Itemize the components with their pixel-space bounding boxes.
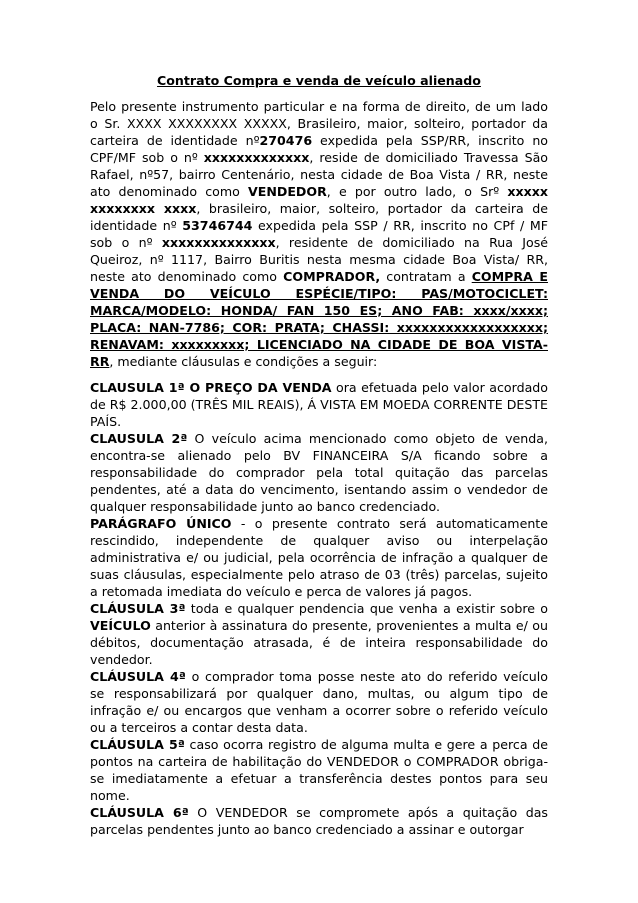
buyer-name: xxxxx xxxxxxxx xxxx xyxy=(90,184,548,216)
intro-text-4: , e por outro lado, o Srº xyxy=(326,184,508,199)
intro-text-8: contratam a xyxy=(380,269,472,284)
clause-1-heading: CLAUSULA 1ª O PREÇO DA VENDA xyxy=(90,380,332,395)
clause-5-text: caso ocorra registro de alguma multa e gere a perca de pontos na carteira de habilitação do VENDEDOR o COMPRADOR obriga-se imediatamente a efetuar a transferência destes pontos para seu nome. xyxy=(90,737,548,803)
intro-text-9: , mediante cláusulas e condições a seguir: xyxy=(109,354,378,369)
clause-5 xyxy=(90,736,548,804)
vehicle-description: COMPRA E VENDA DO VEÍCULO ESPÉCIE/TIPO: PAS/MOTOCICLET: MARCA/MODELO: HONDA/ FAN 150 ES; ANO FAB: xxxx/xxxx; PLACA: NAN-7786; COR: PRATA; CHASSI: xxxxxxxxxxxxxxxxxx; RENAVAM: xxxxxxxxx; LICENCIADO NA CIDADE DE BOA VISTA-RR xyxy=(90,269,548,369)
clause-3 xyxy=(90,600,548,668)
clause-3-text-1: toda e qualquer pendencia que venha a existir sobre o xyxy=(185,601,548,616)
buyer-cpf: xxxxxxxxxxxxxx xyxy=(161,235,276,250)
intro-text-7: , residente de domiciliado na Rua José Queiroz, nº 1117, Bairro Buritis nesta mesma cidade Boa Vista/ RR, neste ato denominado como xyxy=(90,235,548,284)
clause-2 xyxy=(90,430,548,515)
intro-paragraph xyxy=(90,98,548,370)
clause-3-heading: CLÁUSULA 3ª xyxy=(90,601,186,616)
clause-2-text: O veículo acima mencionado como objeto de venda, encontra-se alienado pelo BV FINANCEIRA S/A ficando sobre a responsabilidade do comprador pela total quitação das parcelas pendentes, até a data do vencimento, isentando assim o vendedor de qualquer responsabilidade junto ao banco credenciado. xyxy=(90,431,549,514)
clause-4-text: o comprador toma posse neste ato do referido veículo se responsabilizará por qualquer dano, multas, ou algum tipo de infração e/ ou encargos que venham a ocorrer sobre o referido veículo ou a terceiros a contar desta data. xyxy=(90,669,548,735)
seller-id: 270476 xyxy=(259,133,313,148)
seller-cpf: xxxxxxxxxxxxx xyxy=(203,150,310,165)
paragrafo-unico-text: - o presente contrato será automaticamente rescindido, independente de qualquer aviso ou interpelação administrativa e/ ou judicial, pela ocorrência de infração a qualquer de suas cláusulas, especialmente pelo atraso de 03 (três) parcelas, sujeito a retomada imediata do veículo e perca de valores já pagos. xyxy=(90,516,548,599)
clause-6-heading: CLÁUSULA 6ª xyxy=(90,805,189,820)
clause-3-text-2: anterior à assinatura do presente, provenientes a multa e/ ou débitos, documentação atrasada, é de inteira responsabilidade do vendedor. xyxy=(90,618,548,667)
intro-text-1: Pelo presente instrumento particular e na forma de direito, de um lado o Sr. XXXX XXXXXXXX XXXXX, Brasileiro, maior, solteiro, portador da carteira de identidade nº xyxy=(90,99,548,148)
clause-1 xyxy=(90,379,548,430)
buyer-id: 53746744 xyxy=(182,218,253,233)
clause-6 xyxy=(90,804,548,838)
clause-3-vehicle: VEÍCULO xyxy=(90,618,151,633)
intro-text-5: , brasileiro, maior, solteiro, portador da carteira de identidade nº xyxy=(90,201,548,233)
intro-text-3: , reside de domiciliado Travessa São Rafael, nº57, bairro Centenário, nesta cidade de Boa Vista / RR, neste ato denominado como xyxy=(90,150,548,199)
document-title: Contrato Compra e venda de veículo alienado xyxy=(157,73,481,88)
clause-4 xyxy=(90,668,548,736)
seller-role: VENDEDOR xyxy=(247,184,327,199)
paragrafo-unico-heading: PARÁGRAFO ÚNICO xyxy=(90,516,232,531)
buyer-role: COMPRADOR, xyxy=(283,269,381,284)
clause-2-heading: CLAUSULA 2ª xyxy=(90,431,188,446)
clause-6-text: O VENDEDOR se compromete após a quitação das parcelas pendentes junto ao banco credenciado a assinar e outorgar xyxy=(90,805,548,837)
intro-text-6: expedida pela SSP / RR, inscrito no CPf / MF sob o nº xyxy=(90,218,548,250)
paragrafo-unico xyxy=(90,515,548,600)
clause-5-heading: CLÁUSULA 5ª xyxy=(90,737,185,752)
intro-text-2: expedida pela SSP/RR, inscrito no CPF/MF sob o nº xyxy=(90,133,549,165)
clause-1-text: ora efetuada pelo valor acordado de R$ 2.000,00 (TRÊS MIL REAIS), Á VISTA EM MOEDA CORRENTE DESTE PAÍS. xyxy=(90,380,549,429)
clause-4-heading: CLÁUSULA 4ª xyxy=(90,669,186,684)
